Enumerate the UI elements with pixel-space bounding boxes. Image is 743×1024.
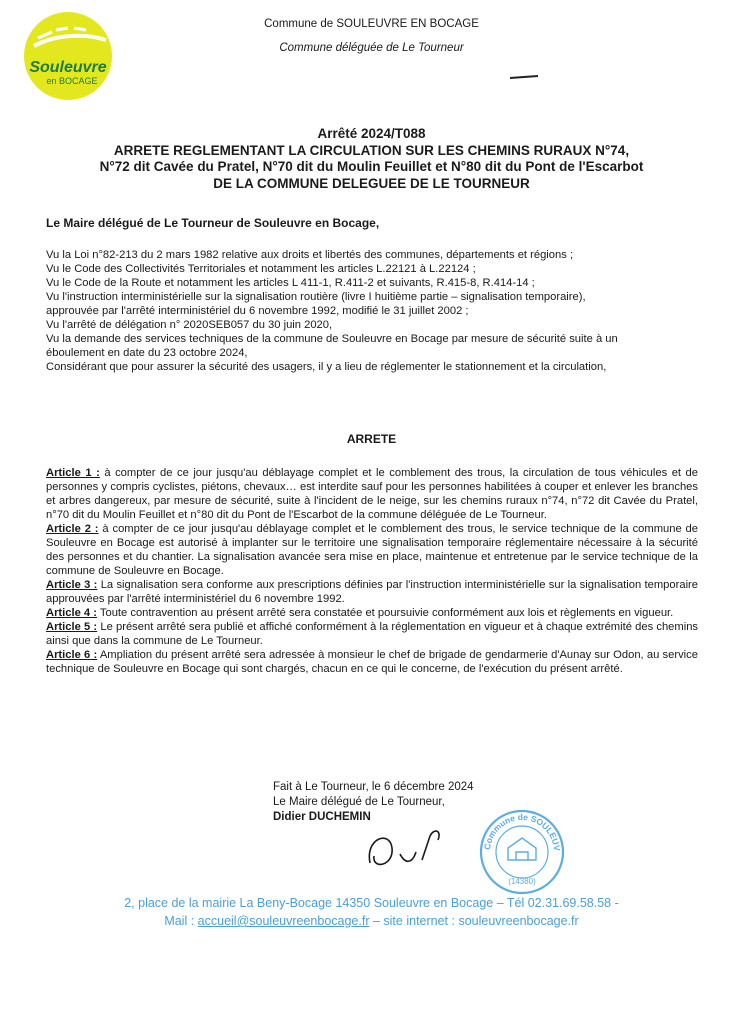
considerant-line: Vu le Code des Collectivités Territoriales et notamment les articles L.22121 à L.22124 ; xyxy=(46,263,476,275)
article-2 xyxy=(46,522,698,578)
footer-contact xyxy=(0,914,743,928)
considerant-line: éboulement en date du 23 octobre 2024, xyxy=(46,347,248,359)
articles-list xyxy=(46,466,698,676)
considerant-line: approuvée par l'arrêté interministériel du 6 novembre 1992, modifié le 31 juillet 2002 ; xyxy=(46,305,469,317)
site-info: – site internet : souleuvreenbocage.fr xyxy=(372,914,579,928)
logo-line2: en BOCAGE xyxy=(46,76,98,86)
article-title: Article 3 : xyxy=(46,579,98,591)
considerant-line: Vu la Loi n°82-213 du 2 mars 1982 relative aux droits et libertés des communes, départements et régions ; xyxy=(46,249,574,261)
article-5 xyxy=(46,620,698,648)
official-stamp xyxy=(478,808,566,896)
article-text: à compter de ce jour jusqu'au déblayage complet et le comblement des trous, la circulation de tous véhicules et de personnes y compris cyclistes, piétons, chevaux… est interdite sauf pour les personnes habilitées à couper et enlever les branches et arbres dangereux, par mesure de sécurité, suite à l'incident de le neige, sur les chemins ruraux n°74, n°72 dit Cavée du Pratel, n°70 dit du Moulin Feuillet et n°80 dit du Pont de l'Escarbot de la commune déléguée de Le Tourneur. xyxy=(46,467,699,521)
article-title: Article 5 : xyxy=(46,621,98,633)
article-4 xyxy=(46,606,698,620)
signatory-role: Le Maire délégué de Le Tourneur, xyxy=(273,796,445,808)
title-line-1: Arrêté 2024/T088 xyxy=(317,126,426,141)
header-commune: Commune de SOULEUVRE EN BOCAGE xyxy=(264,18,479,30)
mail-link[interactable]: accueil@souleuvreenbocage.fr xyxy=(197,914,370,928)
article-3 xyxy=(46,578,698,606)
article-6 xyxy=(46,648,698,676)
mail-label: Mail : xyxy=(164,914,195,928)
article-text: Le présent arrêté sera publié et affiché conformément à la réglementation en vigueur et à chaque extrémité des chemins ainsi que dans la commune de Le Tourneur. xyxy=(46,621,699,647)
considerant-line: Vu le Code de la Route et notamment les articles L 411-1, R.411-2 et suivants, R.415-8, R.414-14 ; xyxy=(46,277,535,289)
considerant-line: Considérant que pour assurer la sécurité des usagers, il y a lieu de réglementer le stationnement et la circulation, xyxy=(46,361,607,373)
logo-line1: Souleuvre xyxy=(29,59,107,76)
article-text: Toute contravention au présent arrêté sera constatée et poursuivie conformément aux lois et règlements en vigueur. xyxy=(99,607,674,619)
considerants-list xyxy=(46,248,696,374)
arrete-heading: ARRETE xyxy=(346,432,397,446)
title-line-2: ARRETE REGLEMENTANT LA CIRCULATION SUR LES CHEMINS RURAUX N°74, xyxy=(113,142,630,158)
svg-text:Commune de SOULEUVRE EN BOCAGE: Commune de SOULEUV xyxy=(482,811,563,852)
article-title: Article 2 : xyxy=(46,523,99,535)
article-1 xyxy=(46,466,698,522)
signatory-name: Didier DUCHEMIN xyxy=(273,811,371,823)
article-text: La signalisation sera conforme aux prescriptions définies par l'instruction interministérielle sur la signalisation temporaire approuvées par l'arrêté interministériel du 6 novembre 1992. xyxy=(46,579,699,605)
article-text: à compter de ce jour jusqu'au déblayage complet et le comblement des trous, le service technique de la commune de Souleuvre en Bocage est autorisé à implanter sur le territoire une signalisation temporaire réglementaire nécessaire à la sécurité des personnes et du chantier. La signalisation avancée sera mise en place, maintenue et entretenue par le service technique de la commune de Souleuvre en Bocage. xyxy=(46,523,699,577)
title-line-4: DE LA COMMUNE DELEGUEE DE LE TOURNEUR xyxy=(213,175,530,191)
pen-mark xyxy=(510,75,538,79)
considerant-line: Vu la demande des services techniques de la commune de Souleuvre en Bocage par mesure de sécurité suite à un xyxy=(46,333,618,345)
footer-address: 2, place de la mairie La Beny-Bocage 14350 Souleuvre en Bocage – Tél 02.31.69.58.58 - xyxy=(124,896,619,910)
svg-text:(14380): (14380) xyxy=(508,877,536,886)
document-title xyxy=(40,126,703,192)
considerant-line: Vu l'arrêté de délégation n° 2020SEB057 du 30 juin 2020, xyxy=(46,319,333,331)
article-text: Ampliation du présent arrêté sera adressée à monsieur le chef de brigade de gendarmerie d'Aunay sur Odon, au service technique de Souleuvre en Bocage qui sont chargés, chacun en ce qui le concerne, de l'exécution du présent arrêté. xyxy=(46,649,698,675)
article-title: Article 1 : xyxy=(46,467,100,479)
article-title: Article 4 : xyxy=(46,607,97,619)
article-title: Article 6 : xyxy=(46,649,98,661)
title-line-3: N°72 dit Cavée du Pratel, N°70 dit du Moulin Feuillet et N°80 dit du Pont de l'Escarbot xyxy=(99,159,644,174)
considerant-line: Vu l'instruction interministérielle sur la signalisation routière (livre I huitième partie – signalisation temporaire), xyxy=(46,291,586,303)
header-deleguee: Commune déléguée de Le Tourneur xyxy=(279,42,464,54)
handwritten-signature xyxy=(350,808,460,878)
maire-intro: Le Maire délégué de Le Tourneur de Souleuvre en Bocage, xyxy=(46,216,380,230)
fait-a: Fait à Le Tourneur, le 6 décembre 2024 xyxy=(273,781,474,793)
